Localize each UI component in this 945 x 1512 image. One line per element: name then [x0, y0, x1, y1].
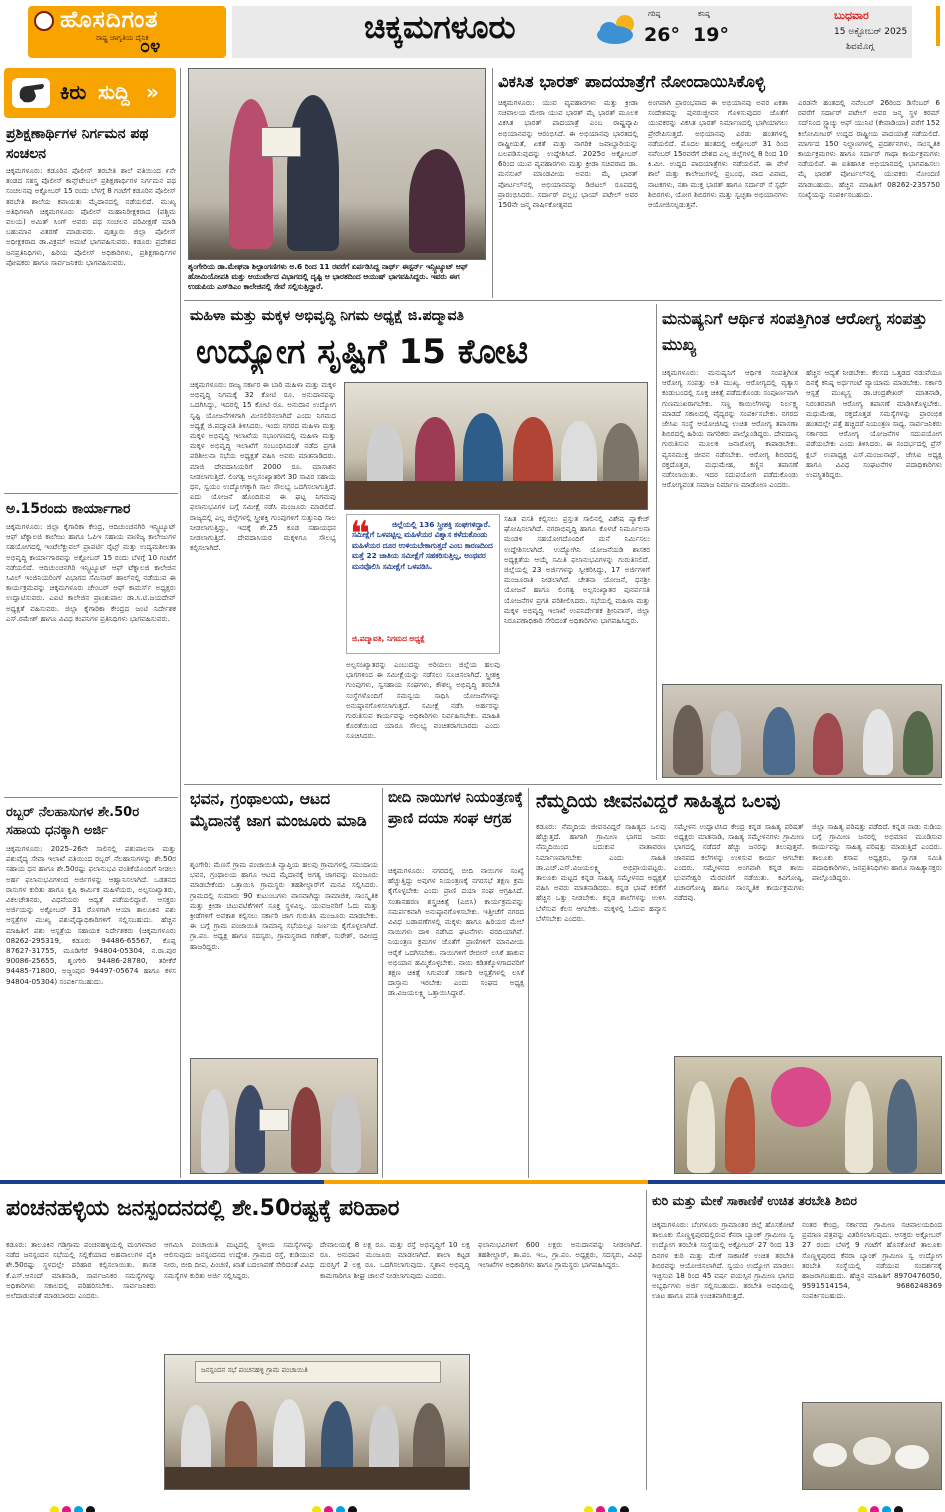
- district-title: ಚಿಕ್ಕಮಗಳೂರು: [364, 8, 516, 46]
- print-registration-marks: [312, 1500, 360, 1512]
- min-temp-label: ಕನಿಷ್ಠ: [698, 10, 710, 18]
- column-rule: [646, 1190, 647, 1490]
- divider: [4, 493, 178, 494]
- column-rule: [656, 304, 657, 780]
- panchanahalli-headline: ಪಂಚನಹಳ್ಳಿಯ ಜನಸ್ಪಂದನದಲ್ಲಿ ಶೇ.50ರಷ್ಟಕ್ಕೆ ಪರಿಹಾರ: [6, 1196, 400, 1221]
- weather-cloud-icon: [591, 12, 641, 46]
- sheep-photo: [802, 1402, 942, 1490]
- left-headline-3: ರಬ್ಬರ್ ನೆಲಹಾಸುಗಳ ಶೇ.50ರ ಸಹಾಯ ಧನಕ್ಕಾಗಿ ಅರ್ಜಿ: [6, 805, 140, 838]
- panchanahalli-col-1: ಕಡೂರು: ತಾಲೂಕಿನ ಗಡಿಗ್ರಾಮ ಪಂಚನಹಳ್ಳಿಯಲ್ಲಿ ಮಂಗಳವಾರ ನಡೆದ ಜನಸ್ಪಂದನ ಸಭೆಯಲ್ಲಿ ಸಲ್ಲಿಕೆಯಾದ ಅಹವಾಲುಗಳ ಪೈಕಿ ಶೇ.50ರಷ್ಟು ಸ್ಥಳದಲ್ಲೇ ಪರಿಹಾರ ಕಲ್ಪಿಸಲಾಯಿತು. ಶಾಸಕ ಕೆ.ಎಸ್.ಆನಂದ್ ಮಾತನಾಡಿ, ಸಾರ್ವಜನಿಕರ ಸಮಸ್ಯೆಗಳನ್ನು ಅಧಿಕಾರಿಗಳು ಸಕಾಲದಲ್ಲಿ ಪರಿಹರಿಸಬೇಕು. ಸಾರ್ವಜನಿಕರು ಅಲೆದಾಡುವಂತೆ ಮಾಡಬಾರದು ಎಂದರು.: [6, 1240, 156, 1301]
- vikasita-headline: ವಿಕಸಿತ ಭಾರತ್ ಪಾದಯಾತ್ರೆಗೆ ನೋಂದಾಯಿಸಿಕೊಳ್ಳಿ: [498, 72, 765, 91]
- brand-logo-icon: [34, 11, 54, 31]
- procession-photo: [674, 1056, 942, 1174]
- meeting-photo: [344, 382, 648, 510]
- issue-date: 15 ಅಕ್ಟೋಬರ್ 2025: [834, 27, 908, 37]
- arogya-headline: ಮನುಷ್ಯನಿಗೆ ಆರ್ಥಿಕ ಸಂಪತ್ತಿಗಿಂತ ಆರೋಗ್ಯ ಸಂಪತ್ತು ಮುಖ್ಯ: [662, 309, 928, 354]
- vikasita-col-1: ಚಿಕ್ಕಮಗಳೂರು: ಯುವ ವ್ಯವಹಾರಗಳು ಮತ್ತು ಕ್ರೀಡಾ ಸಚಿವಾಲಯ ಮೇರಾ ಯುವ ಭಾರತ್ ಮೈ ಭಾರತ್ ಮೂಲಕ ವಿಕಸಿತ ಭಾರತ್ ಪಾದಯಾತ್ರೆ ಎಂಬ ರಾಷ್ಟ್ರವ್ಯಾಪಿ ಅಭಿಯಾನವನ್ನು ಆರಂಭಿಸಿದೆ. ಈ ಅಭಿಯಾನವು ಭಾರತದಲ್ಲಿ ರಾಷ್ಟ್ರೀಯತೆ, ಏಕತೆ ಮತ್ತು ನಾಗರಿಕ ಜವಾಬ್ದಾರಿಯನ್ನು ಬಲಪಡಿಸುವುದನ್ನು ಉದ್ದೇಶಿಸಿದೆ. 2025ರ ಅಕ್ಟೋಬರ್ 6ರಿಂದ ಯುವ ವ್ಯವಹಾರಗಳು ಮತ್ತು ಕ್ರೀಡಾ ಸಚಿವರಾದ ಡಾ. ಮನಸುಖ್ ಮಾಂಡವೀಯ ಅವರು ಮೈ ಭಾರತ್ ಪೋರ್ಟಲ್‌ನಲ್ಲಿ ಅಭಿಯಾನವನ್ನು ಡಿಜಿಟಲ್ ರೂಪದಲ್ಲಿ ಪ್ರಾರಂಭಿಸಿದರು. ಸರ್ದಾರ್ ವಲ್ಲಭ ಭಾಯ್ ಪಟೇಲ್ ಅವರ 150ನೇ ಜನ್ಮ ವಾರ್ಷಿಕೋತ್ಸವದ: [498, 98, 638, 210]
- kuri-headline: ಕುರಿ ಮತ್ತು ಮೇಕೆ ಸಾಕಾಣಿಕೆ ಉಚಿತ ತರಬೇತಿ ಶಿಬಿರ: [652, 1193, 857, 1208]
- print-registration-marks: [858, 1500, 906, 1512]
- column-rule: [382, 788, 383, 1178]
- panchanahalli-col-4: ಫಲಾನುಭವಿಗಳಿಗೆ 600 ಲಕ್ಷರು ಅನುದಾನವನ್ನು ನೀಡಲಾಗಿದೆ. ತಹಶೀಲ್ದಾರ್, ತಾ.ಪಂ. ಇಒ, ಗ್ರಾ.ಪಂ. ಅಧ್ಯಕ್ಷರು, ಸದಸ್ಯರು, ವಿವಿಧ ಇಲಾಖೆಗಳ ಅಧಿಕಾರಿಗಳು ಹಾಗೂ ಗ್ರಾಮಸ್ಥರು ಭಾಗವಹಿಸಿದ್ದರು.: [478, 1240, 642, 1270]
- divider: [184, 784, 942, 785]
- banner-text: ಜನಸ್ಪಂದನ ಸಭೆ ಪಂಚನಹಳ್ಳಿ ಗ್ರಾಮ ಪಂಚಾಯಿತಿ: [201, 1366, 308, 1374]
- left-body-2: ಚಿಕ್ಕಮಗಳೂರು: ಜಿಲ್ಲಾ ಕೈಗಾರಿಕಾ ಕೇಂದ್ರ, ಆದಿಚುಂಚನಗಿರಿ ಇನ್ಸ್ಟಿಟ್ಯೂಟ್ ಆಫ್ ಟೆಕ್ನಾಲಜಿ ಕಾಲೇಜು ಹಾಗೂ ಓಪಿಇ ಸಹಾಯ ವಾಣಿಜ್ಯ ಕಾಲೇಜುಗಳ ಸಹಯೋಗದಲ್ಲಿ ಇಂಟೆಲೆಕ್ಚುವಲ್ ಪ್ರಾಪರ್ಟಿ ರೈಟ್ಸ್ ಮತ್ತು ಉದ್ಯಮಶೀಲತಾ ಅಭಿವೃದ್ಧಿ ಕಾರ್ಯಾಗಾರವನ್ನು ಅಕ್ಟೋಬರ್ 15 ರಂದು ಬೆಳಗ್ಗೆ 10 ಗಂಟೆಗೆ ನಡೆಯಲಿದೆ. ಆದಿಚುಂಚನಗಿರಿ ಇನ್ಸ್ಟಿಟ್ಯೂಟ್ ಆಫ್ ಟೆಕ್ನಾಲಜಿ ಕಾಲೇಜಿನ ಸಿವಿಲ್ ಇಂಜಿನಿಯರಿಂಗ್ ವಿಭಾಗದ ಸೆಮಿನಾರ್ ಹಾಲ್‌ನಲ್ಲಿ ನಡೆಯುವ ಈ ಕಾರ್ಯಕ್ರಮವನ್ನು ಚಿಕ್ಕಮಗಳೂರು ಚೇಂಬರ್ ಆಫ್ ಕಾಮರ್ಸ್ ಅಧ್ಯಕ್ಷರು ಉದ್ಘಾಟಿಸುವರು. ಎಐಟಿ ಕಾಲೇಜಿನ ಪ್ರಾಂಶುಪಾಲ ಡಾ.ಸಿ.ಟಿ.ಜಯದೇವ್ ಅಧ್ಯಕ್ಷತೆ ವಹಿಸುವರು. ಜಿಲ್ಲಾ ಕೈಗಾರಿಕಾ ಕೇಂದ್ರದ ಜಂಟಿ ನಿರ್ದೇಶಕ ಎಸ್.ರಮೇಶ್ ಹಾಗೂ ವಿವಿಧ ಕಂಪನಿಗಳ ಪ್ರತಿನಿಧಿಗಳು ಭಾಗವಹಿಸುವರು.: [6, 522, 176, 623]
- brand-name: ಹೊಸದಿಗಂತ: [60, 7, 159, 33]
- chevron-right-icon: »: [146, 80, 159, 104]
- janaspandana-photo: [164, 1354, 470, 1490]
- padmavati-col-3: ಸಹಿತ ವಸತಿ ಕಲ್ಪಿಸಲು ಪ್ರಸ್ತುತ ಸಾಲಿನಲ್ಲಿ ವಿಶೇಷ ಪ್ಯಾಕೇಜ್ ಘೋಷಿಸಲಾಗಿದೆ. ನಗರಾಭಿವೃದ್ಧಿ ಹಾಗೂ ಕೊಳಚೆ ನಿರ್ಮೂಲನಾ ಮಂಡಳಿ ಸಹಯೋಗದೊಂದಿಗೆ ಮನೆ ನಿರ್ಮಿಸಲು ಉದ್ದೇಶಿಸಲಾಗಿದೆ. ಉದ್ಯೋಗಿನಿ ಯೋಜನೆಯಡಿ ಶಾಸಕರ ಅಧ್ಯಕ್ಷತೆಯ ಆಯ್ಕೆ ಸಮಿತಿ ಫಲಾನುಭವಿಗಳನ್ನು ಗುರುತಿಸಲಿದೆ. ಜಿಲ್ಲೆಯಲ್ಲಿ 23 ಅರ್ಜಿಗಳನ್ನು ಸ್ವೀಕರಿಸಿದ್ದು, 17 ಅರ್ಜಿಗಳಿಗೆ ಮಂಜೂರಾತಿ ನೀಡಲಾಗಿದೆ. ಚೇತನಾ ಯೋಜನೆ, ಧನಶ್ರೀ ಯೋಜನೆ ಹಾಗೂ ಲಿಂಗತ್ವ ಅಲ್ಪಸಂಖ್ಯಾತರ ಪುನರ್ವಸತಿ ಯೋಜನೆಗಳ ಪ್ರಗತಿ ಪರಿಶೀಲಿಸಿದರು. ಸಭೆಯಲ್ಲಿ ಮಹಿಳಾ ಮತ್ತು ಮಕ್ಕಳ ಅಭಿವೃದ್ಧಿ ಇಲಾಖೆ ಉಪನಿರ್ದೇಶಕ ಶ್ರೀನಿವಾಸ್, ಜಿಲ್ಲಾ ನಿರೂಪಣಾಧಿಕಾರಿ ಸೇರಿದಂತೆ ಅಧಿಕಾರಿಗಳು ಭಾಗವಹಿಸಿದ್ದರು.: [504, 514, 650, 626]
- panchanahalli-col-2: ಆಗಮಿಸಿ ಪಂಚಾಯಿತಿ ಮಟ್ಟದಲ್ಲಿ ಸ್ಥಳೀಯ ಸಮಸ್ಯೆಗಳನ್ನು ಆಲಿಸುವುದು ಜನಸ್ಪಂದನದ ಉದ್ದೇಶ. ಗ್ರಾಮದ ರಸ್ತೆ, ಕುಡಿಯುವ ನೀರು, ಬೀದಿ ದೀಪ, ಪಿಂಚಣಿ, ಖಾತೆ ಬದಲಾವಣೆ ಸೇರಿದಂತೆ ವಿವಿಧ ಸಮಸ್ಯೆಗಳ ಕುರಿತು ಅರ್ಜಿ ಸಲ್ಲಿಸಿದ್ದರು.: [164, 1240, 314, 1280]
- arogya-col-2: ಹೆಚ್ಚಿನ ಆದ್ಯತೆ ನೀಡಬೇಕು. ಕೆಲಸದ ಒತ್ತಡದ ನಡುವೆಯೂ ದಿನಕ್ಕೆ ಕನಿಷ್ಠ ಅರ್ಧಗಂಟೆ ವ್ಯಾಯಾಮ ಮಾಡಬೇಕು. ಸರ್ಕಾರಿ ಆಸ್ಪತ್ರೆ ಮುಖ್ಯಸ್ಥ ಡಾ.ಚಂದ್ರಶೇಖರ್ ಮಾತನಾಡಿ, ನಿರಂತರವಾಗಿ ಆರೋಗ್ಯ ತಪಾಸಣೆ ಮಾಡಿಸಿಕೊಳ್ಳಬೇಕು. ಮಧುಮೇಹ, ರಕ್ತದೊತ್ತಡ ಸಮಸ್ಯೆಗಳನ್ನು ಪ್ರಾರಂಭಿಕ ಹಂತದಲ್ಲೇ ಪತ್ತೆ ಹಚ್ಚಿದರೆ ನಿಯಂತ್ರಣ ಸಾಧ್ಯ. ಸಾರ್ವಜನಿಕರು ಸರ್ಕಾರದ ಆರೋಗ್ಯ ಯೋಜನೆಗಳ ಸದುಪಯೋಗ ಪಡೆಯಬೇಕು ಎಂದು ತಿಳಿಸಿದರು. ಈ ಸಂದರ್ಭದಲ್ಲಿ ಪ್ರೆಸ್ ಕ್ಲಬ್ ಉಪಾಧ್ಯಕ್ಷ ಎಸ್.ಮಂಜುನಾಥ್, ಜೇಸಿಐ ಅಧ್ಯಕ್ಷ ಹಾಗೂ ವಿವಿಧ ಸಂಘಟನೆಗಳ ಪದಾಧಿಕಾರಿಗಳು ಉಪಸ್ಥಿತರಿದ್ದರು.: [806, 368, 942, 480]
- health-camp-photo: [662, 684, 942, 778]
- bhavana-headline: ಭವನ, ಗ್ರಂಥಾಲಯ, ಆಟದ ಮೈದಾನಕ್ಕೆ ಜಾಗ ಮಂಜೂರು ಮಾಡಿ: [190, 790, 367, 830]
- divider: [4, 797, 178, 798]
- sahitya-headline: ನೆಮ್ಮದಿಯ ಜೀವನವಿದ್ದರೆ ಸಾಹಿತ್ಯದ ಒಲವು: [536, 791, 781, 812]
- beedi-body: ಚಿಕ್ಕಮಗಳೂರು: ನಗರದಲ್ಲಿ ಬೀದಿ ನಾಯಿಗಳ ಸಂಖ್ಯೆ ಹೆಚ್ಚುತ್ತಿದ್ದು ಅವುಗಳ ನಿಯಂತ್ರಣಕ್ಕೆ ನಗರಸಭೆ ತಕ್ಷಣ ಕ್ರಮ ಕೈಗೊಳ್ಳಬೇಕು ಎಂದು ಪ್ರಾಣಿ ದಯಾ ಸಂಘ ಆಗ್ರಹಿಸಿದೆ. ಸಂತಾನಹರಣ ಶಸ್ತ್ರಚಿಕಿತ್ಸೆ (ಎಬಿಸಿ) ಕಾರ್ಯಕ್ರಮವನ್ನು ಸಮರ್ಪಕವಾಗಿ ಅನುಷ್ಠಾನಗೊಳಿಸಬೇಕು. ಇತ್ತೀಚೆಗೆ ನಗರದ ವಿವಿಧ ಬಡಾವಣೆಗಳಲ್ಲಿ ಮಕ್ಕಳು ಹಾಗೂ ಹಿರಿಯರ ಮೇಲೆ ನಾಯಿಗಳು ದಾಳಿ ನಡೆಸಿದ ಘಟನೆಗಳು ವರದಿಯಾಗಿವೆ. ನಿಯಂತ್ರಣ ಕ್ರಮಗಳ ಜೊತೆಗೆ ಪ್ರಾಣಿಗಳಿಗೆ ಮಾನವೀಯ ಆರೈಕೆ ಒದಗಿಸಬೇಕು. ನಾಯಿಗಳಿಗೆ ರೇಬೀಸ್ ಲಸಿಕೆ ಹಾಕುವ ಅಭಿಯಾನ ಹಮ್ಮಿಕೊಳ್ಳಬೇಕು. ನಾಯಿ ಕಡಿತಕ್ಕೊಳಗಾದವರಿಗೆ ತಕ್ಷಣ ಚಿಕಿತ್ಸೆ ಸಿಗುವಂತೆ ಸರ್ಕಾರಿ ಆಸ್ಪತ್ರೆಗಳಲ್ಲಿ ಲಸಿಕೆ ದಾಸ್ತಾನು ಇರಬೇಕು ಎಂದು ಸಂಘದ ಅಧ್ಯಕ್ಷ ಡಾ.ವಿಜಯಲಕ್ಷ್ಮಿ ಒತ್ತಾಯಿಸಿದ್ದಾರೆ.: [388, 866, 524, 998]
- arogya-col-1: ಚಿಕ್ಕಮಗಳೂರು: ಮನುಷ್ಯನಿಗೆ ಆರ್ಥಿಕ ಸಂಪತ್ತಿಗಿಂತ ಆರೋಗ್ಯ ಸಂಪತ್ತು ಅತಿ ಮುಖ್ಯ. ಆರೋಗ್ಯದಲ್ಲಿ ವ್ಯತ್ಯಾಸ ಕಂಡುಬಂದಲ್ಲಿ ಸೂಕ್ತ ಚಿಕಿತ್ಸೆ ಪಡೆದುಕೊಂಡು ಸಂಪೂರ್ಣವಾಗಿ ಗುಣಮುಖರಾಗಬೇಕು. ಸಣ್ಣ ಕಾಯಿಲೆಗಳನ್ನು ನಿರ್ಲಕ್ಷ್ಯ ಮಾಡದೆ ಸಕಾಲದಲ್ಲಿ ವೈದ್ಯರನ್ನು ಸಂಪರ್ಕಿಸಬೇಕು. ನಗರದ ಜೇಸಿಐ ಸಂಸ್ಥೆ ಆಯೋಜಿಸಿದ್ದ ಉಚಿತ ಆರೋಗ್ಯ ತಪಾಸಣಾ ಶಿಬಿರದಲ್ಲಿ ಹಿರಿಯ ನಾಗರಿಕರು ಪಾಲ್ಗೊಂಡಿದ್ದರು. ದೇವದಾನ್ಯ ಗುರುತಿಸುವ ಮೂಲಕ ಜನಾರೋಗ್ಯ ಕಾಪಾಡಬೇಕು. ವ್ಯಸನಮುಕ್ತ ಜೀವನ ನಡೆಸಬೇಕು. ಆರೋಗ್ಯ ಶಿಬಿರದಲ್ಲಿ ರಕ್ತದೊತ್ತಡ, ಮಧುಮೇಹ, ಕಣ್ಣಿನ ತಪಾಸಣೆ ನಡೆಸಲಾಯಿತು. ಇದರ ಸದುಪಯೋಗ ಪಡೆದುಕೊಂಡು ಆರೋಗ್ಯವಂತ ಸಮಾಜ ನಿರ್ಮಾಣ ಮಾಡೋಣ ಎಂದರು.: [662, 368, 798, 490]
- padmavati-col-2: ಅಲ್ಪಸಂಖ್ಯಾತರನ್ನು ಎಂಬುದನ್ನು ಅರಿಯಲು ಜಿಲ್ಲೆಯ ಹಲವು ಭಾಗಗಳಿಂದ ಈ ಸಮೀಕ್ಷೆಯನ್ನು ನಡೆಸಲು ಸೂಚಿಸಲಾಗಿದೆ. ಸ್ತ್ರೀಶಕ್ತಿ ಗುಂಪುಗಳು, ಸ್ವಸಹಾಯ ಸಂಘಗಳು, ಕೌಶಲ್ಯ ಅಭಿವೃದ್ಧಿ ತರಬೇತಿ ಸಂಸ್ಥೆಗಳೊಂದಿಗೆ ಸಮನ್ವಯ ಸಾಧಿಸಿ ಯೋಜನೆಗಳನ್ನು ಅನುಷ್ಠಾನಗೊಳಿಸಲಾಗುತ್ತದೆ. ಸಮೀಕ್ಷೆ ನಡೆಸಿ ಅರ್ಹರನ್ನು ಗುರುತಿಸುವ ಕಾರ್ಯವನ್ನು ಅಧಿಕಾರಿಗಳು ನಿರ್ವಹಿಸಬೇಕು. ಮಾಹಿತಿ ಕೊರತೆಯಿಂದ ಯಾರೂ ಸೌಲಭ್ಯ ವಂಚಿತರಾಗಬಾರದು ಎಂದು ಸೂಚಿಸಿದರು.: [346, 660, 500, 741]
- left-headline-2: ಅ.15ರಂದು ಕಾರ್ಯಾಗಾರ: [6, 501, 131, 517]
- divider: [184, 300, 942, 301]
- left-body-1: ಚಿಕ್ಕಮಗಳೂರು: ಕಡೂರಿನ ಪೊಲೀಸ್ ತರಬೇತಿ ಶಾಲೆ ವತಿಯಿಂದ ೯ನೇ ತಂಡದ ಸಶಸ್ತ್ರ ಪೊಲೀಸ್ ಕಾನ್ಸ್‌ಟೇಬಲ್ ಪ್ರಶಿಕ್ಷಣಾರ್ಥಿಗಳ ನಿರ್ಗಮನ ಪಥ ಸಂಚಲನವು ಅಕ್ಟೋಬರ್ 15 ರಂದು ಬೆಳಗ್ಗೆ 8 ಗಂಟೆಗೆ ಕಡೂರಿನ ಪೊಲೀಸ್ ತರಬೇತಿ ಶಾಲೆಯ ಕವಾಯತು ಮೈದಾನದಲ್ಲಿ ನಡೆಯಲಿದೆ. ಮುಖ್ಯ ಅತಿಥಿಗಳಾಗಿ ಚಿಕ್ಕಮಗಳೂರು ಪೊಲೀಸ್ ಮಹಾನಿರೀಕ್ಷಕರಾದ (ಪಶ್ಚಿಮ ವಲಯ) ಅಮಿತ್ ಸಿಂಗ್ ಅವರು ಪಥ ಸಂಚಲನ ಪರಿವೀಕ್ಷಣೆ ಮಾಡಿ ಬಹುಮಾನ ವಿತರಣೆ ಮಾಡುವರು. ಪುತ್ತೂರು ಜಿಲ್ಲಾ ಪೊಲೀಸ್ ಅಧೀಕ್ಷಕರಾದ ಡಾ.ವಿಕ್ರಮ್ ಅಮಟೆ ಭಾಗವಹಿಸುವರು. ಕಡೂರು ಪ್ರದೇಶದ ಜನಪ್ರತಿನಿಧಿಗಳು, ಹಿರಿಯ ಪೊಲೀಸ್ ಅಧಿಕಾರಿಗಳು, ಪ್ರಶಿಕ್ಷಣಾರ್ಥಿಗಳ ಪೋಷಕರು ಹಾಗೂ ಸಾರ್ವಜನಿಕರು ಭಾಗವಹಿಸುವರು.: [6, 166, 176, 267]
- sahitya-col-1: ಕಡೂರು: ನೆಮ್ಮದಿಯ ಜೀವನವಿದ್ದರೆ ಸಾಹಿತ್ಯದ ಒಲವು ಹೆಚ್ಚುತ್ತದೆ. ಹಾಗಾಗಿ ಗ್ರಾಮೀಣ ಭಾಗದ ಜನರು ನೆಮ್ಮದಿಯಿಂದ ಬದುಕುವ ವಾತಾವರಣ ನಿರ್ಮಾಣವಾಗಬೇಕು ಎಂದು ಸಾಹಿತಿ ಡಾ.ಎಚ್.ಎಸ್.ವಿಜಯಲಕ್ಷ್ಮಿ ಅಭಿಪ್ರಾಯಪಟ್ಟರು. ತಾಲೂಕು ಮಟ್ಟದ ಕನ್ನಡ ಸಾಹಿತ್ಯ ಸಮ್ಮೇಳನದ ಅಧ್ಯಕ್ಷತೆ ವಹಿಸಿ ಅವರು ಮಾತನಾಡಿದರು. ಕನ್ನಡ ಭಾಷೆ ಕಲಿಕೆಗೆ ಹೆಚ್ಚಿನ ಒತ್ತು ನೀಡಬೇಕು. ಕನ್ನಡ ಶಾಲೆಗಳನ್ನು ಉಳಿಸಿ ಬೆಳೆಸುವ ಕೆಲಸ ಆಗಬೇಕು. ಮಕ್ಕಳಲ್ಲಿ ಓದುವ ಹವ್ಯಾಸ ಬೆಳೆಸಬೇಕು ಎಂದರು.: [536, 822, 666, 923]
- left-body-3: ಚಿಕ್ಕಮಗಳೂರು: 2025–26ನೇ ಸಾಲಿನಲ್ಲಿ ಪಶುಪಾಲನಾ ಮತ್ತು ಪಶುವೈದ್ಯ ಸೇವಾ ಇಲಾಖೆ ವತಿಯಿಂದ ರಬ್ಬರ್ ನೆಲಹಾಸುಗಳನ್ನು ಶೇ.50ರ ಸಹಾಯ ಧನ ಹಾಗೂ ಶೇ.50ರಷ್ಟು ಫಲಾನುಭವಿ ವಂತಿಕೆಯೊಂದಿಗೆ ನೀಡಲು ಅರ್ಹ ಫಲಾನುಭವಿಗಳಿಂದ ಅರ್ಜಿಗಳನ್ನು ಆಹ್ವಾನಿಸಲಾಗಿದೆ. ಒಡತನದ ರಾಸುಗಳ ಕುರಿತು ಹಾಗೂ ಕೃಷಿ ಕಾರ್ಮಿಕ ಮಹಿಳೆಯರು, ಅಲ್ಪಸಂಖ್ಯಾತರು, ವಿಕಲಚೇತನರು, ವಿಧವೆಯರು ಆದ್ಯತೆ ಪಡೆಯಲಿದ್ದಾರೆ. ಆಸಕ್ತರು ಅರ್ಜಿಯನ್ನು ಅಕ್ಟೋಬರ್ 31 ರೊಳಗಾಗಿ ಆಯಾ ತಾಲೂಕಿನ ಪಶು ಆಸ್ಪತ್ರೆಗಳ ಮುಖ್ಯ ಪಶುವೈದ್ಯಾಧಿಕಾರಿಗಳಿಗೆ ಸಲ್ಲಿಸಬಹುದು. ಹೆಚ್ಚಿನ ಮಾಹಿತಿಗೆ ಪಶು ಆಸ್ಪತ್ರೆಯ ಸಹಾಯಕ ನಿರ್ದೇಶಕರು (ಚಿಕ್ಕಮಗಳೂರು 08262-295319, ಕಡೂರು 94486-65567, ಕೊಪ್ಪ 87627-31755, ಮೂಡಿಗೆರೆ 94804-05304, ನ.ರಾ.ಪುರ 90086-25655, ಶೃಂಗೇರಿ 94486-28780, ತರೀಕೆರೆ 94485-71800, ಅಜ್ಜಂಪುರ 94497-05674 ಹಾಗೂ ಕಳಸ 94804-05304) ಸಂಪರ್ಕಿಸಬಹುದು.: [6, 844, 176, 986]
- pull-quote-text: ಜಿಲ್ಲೆಯಲ್ಲಿ 136 ಸ್ತ್ರೀಶಕ್ತಿ ಸಂಘಗಳಿದ್ದಾರೆ. ಸಮೀಕ್ಷೆಗೆ ಒಳಪಟ್ಟಿಲ್ಲ ಮಹಿಳೆಯರ ವಿಶ್ವಾಸ ಕಳೆದುಕೊಂಡು ಮಹಿಳೆಯರ ದೂರ ಉಳಿಯಬೇಕಾಗುತ್ತದೆ ಎಂಬ ಕಾರಣದಿಂದ ಮತ್ತೆ 22 ಜಾತಿಯ ಸಮೀಕ್ಷೆಗೆ ಸಹಕರಿಸುತ್ತಿಲ್ಲ, ಅಂಥವರ ಮನವೊಲಿಸಿ ಸಮೀಕ್ಷೆಗೆ ಒಳಪಡಿಸಿ.: [352, 520, 493, 571]
- column-rule: [492, 68, 493, 298]
- padmavati-col-1: ಚಿಕ್ಕಮಗಳೂರು: ರಾಜ್ಯ ಸರ್ಕಾರ ಈ ಬಾರಿ ಮಹಿಳಾ ಮತ್ತು ಮಕ್ಕಳ ಅಭಿವೃದ್ಧಿ ನಿಗಮಕ್ಕೆ 32 ಕೋಟಿ ರೂ. ಅನುದಾನವನ್ನು ಒದಗಿಸಿದ್ದು, ಇದರಲ್ಲಿ 15 ಕೋಟಿ ರೂ. ಅನುದಾನ ಉದ್ಯೋಗ ಸೃಷ್ಟಿ ಯೋಜನೆಗಳಿಗಾಗಿ ಮೀಸಲಿರಿಸಲಾಗಿದೆ ಎಂದು ನಿಗಮದ ಅಧ್ಯಕ್ಷೆ ಜಿ.ಪದ್ಮಾವತಿ ತಿಳಿಸಿದರು. ಇಂದು ನಗರದ ಮಹಿಳಾ ಮತ್ತು ಮಕ್ಕಳ ಅಭಿವೃದ್ಧಿ ಇಲಾಖೆಯ ಸಭಾಂಗಣದಲ್ಲಿ ಮಹಿಳಾ ಮತ್ತು ಮಕ್ಕಳ ಅಭಿವೃದ್ಧಿ ಇಲಾಖೆಗೆ ಸಂಬಂಧಿಸಿದಂತೆ ನಡೆದ ಪ್ರಗತಿ ಪರಿಶೀಲನಾ ಸಭೆಯ ಅಧ್ಯಕ್ಷತೆ ವಹಿಸಿ ಅವರು ಮಾತನಾಡಿದರು. ಮಾಜಿ ದೇವದಾಸಿಯರಿಗೆ 2000 ರೂ. ಮಾಸಾಶನ ನೀಡಲಾಗುತ್ತಿದೆ. ಲಿಂಗತ್ವ ಅಲ್ಪಸಂಖ್ಯಾತರಿಗೆ 30 ಸಾವಿರ ಸಹಾಯ ಧನ, ಸ್ವಯಂ ಉದ್ಯೋಗಕ್ಕಾಗಿ ಸಾಲ ಸೌಲಭ್ಯ ಒದಗಿಸಲಾಗುತ್ತಿದೆ. ಐದು ಯೋಜನೆ ಹೊಂದಿರುವ ಈ ಘಟ್ಟ ನಿಗಮವು ಫಲಾನುಭವಿಗಳ ಬಗ್ಗೆ ಸಮೀಕ್ಷೆ ನಡೆಸಿ ಮಂಜೂರು ಮಾಡಲಿದೆ. ರಾಜ್ಯದಲ್ಲಿ ಎಲ್ಲ ಜಿಲ್ಲೆಗಳಲ್ಲಿ ಸ್ತ್ರೀಶಕ್ತಿ ಗುಂಪುಗಳಿಗೆ ಸುತ್ತುನಿಧಿ ಸಾಲ ನೀಡಲಾಗುತ್ತಿದ್ದು, ಇದಕ್ಕೆ ಶೇ.25 ಕೂಡ ಸಹಾಯಧನ ನೀಡಲಾಗುತ್ತಿದೆ. ದೇವದಾಸಿಯರ ಮಕ್ಕಳಿಗೂ ಸೌಲಭ್ಯ ಕಲ್ಪಿಸಲಾಗಿದೆ.: [190, 380, 336, 553]
- max-temp: 26°: [644, 24, 680, 46]
- sahitya-col-3: ಜಿಲ್ಲಾ ಸಾಹಿತ್ಯ ಪರಿಷತ್ತು ಪಡೆದಿದೆ. ಕನ್ನಡ ನಾಡು ನುಡಿಯ ಬಗ್ಗೆ ಗ್ರಾಮೀಣ ಜನರಲ್ಲಿ ಅಭಿಮಾನ ಮೂಡಿಸುವ ಕಾರ್ಯವನ್ನು ಸಾಹಿತ್ಯ ಪರಿಷತ್ತು ಮಾಡುತ್ತಿದೆ ಎಂದರು. ತಾಲೂಕು ಕಸಾಪ ಅಧ್ಯಕ್ಷರು, ಸ್ವಾಗತ ಸಮಿತಿ ಪದಾಧಿಕಾರಿಗಳು, ಜನಪ್ರತಿನಿಧಿಗಳು ಹಾಗೂ ಸಾಹಿತ್ಯಾಸಕ್ತರು ಪಾಲ್ಗೊಂಡಿದ್ದರು.: [812, 822, 942, 883]
- issue-day: ಬುಧವಾರ: [834, 9, 869, 22]
- quote-mark-icon: ❝: [350, 514, 370, 554]
- section-color-bar: [0, 1180, 945, 1184]
- masthead-side-bar: [936, 6, 940, 46]
- left-headline-1: ಪ್ರಶಿಕ್ಷಣಾರ್ಥಿಗಳ ನಿರ್ಗಮನ ಪಥ ಸಂಚಲನ: [6, 126, 149, 162]
- panchanahalli-col-3: ದೇವಾಲಯಕ್ಕೆ 8 ಲಕ್ಷ ರೂ. ಮತ್ತು ರಸ್ತೆ ಅಭಿವೃದ್ಧಿಗೆ 10 ಲಕ್ಷ ರೂ. ಅನುದಾನ ಮಂಜೂರು ಮಾಡಲಾಗಿದೆ. ಶಾಲಾ ಕಟ್ಟಡ ದುರಸ್ತಿಗೆ 2 ಲಕ್ಷ ರೂ. ಒದಗಿಸಲಾಗುವುದು. ಸ್ಮಶಾನ ಅಭಿವೃದ್ಧಿ ಕಾಮಗಾರಿಗೂ ಶೀಘ್ರ ಚಾಲನೆ ನೀಡಲಾಗುವುದು ಎಂದರು.: [320, 1240, 470, 1280]
- kuri-col-2: ನಂತರ ಕೇಂದ್ರ, ಸರ್ಕಾರದ ಗ್ರಾಮೀಣ ಸಚಿವಾಲಯದಿಂದ ಪ್ರಮಾಣ ಪತ್ರವನ್ನು ವಿತರಿಸಲಾಗುವುದು. ಆಸಕ್ತರು ಅಕ್ಟೋಬರ್ 27 ರಂದು ಬೆಳಗ್ಗೆ 9 ಗಂಟೆಗೆ ಹೊಸಕೋಟೆ ತಾಲೂಕು ಸೊಣ್ಣಳ್ಳಿಪುರದ ಕೆನರಾ ಬ್ಯಾಂಕ್ ಗ್ರಾಮೀಣ ಸ್ವ ಉದ್ಯೋಗ ತರಬೇತಿ ಸಂಸ್ಥೆಯಲ್ಲಿ ನಡೆಯುವ ಸಂದರ್ಶನಕ್ಕೆ ಹಾಜರಾಗಬಹುದು. ಹೆಚ್ಚಿನ ಮಾಹಿತಿಗೆ 8970476050, 9591514154, 9686248369 ಸಂಪರ್ಕಿಸಬಹುದು.: [802, 1220, 942, 1301]
- brand-tagline: ರಾಷ್ಟ್ರ ಜಾಗೃತಿಯ ದೈನಿಕ: [96, 34, 149, 42]
- column-rule: [180, 68, 181, 1178]
- print-registration-marks: [50, 1500, 98, 1512]
- masthead: [0, 0, 945, 62]
- pointing-hand-icon: [8, 72, 54, 114]
- memorandum-photo: [190, 1058, 378, 1174]
- award-photo-caption: ಶೃಂಗೇರಿಯ ಡಾ.ಮೇಘನಾ ಶಿಲ್ಪಾಂಗಣಿಗಳು ಅ.6 ರಿಂದ 11 ರವರೆಗೆ ಏರ್ಪಡಿಸಿದ್ದ ನಾರ್ಥ್ ಈಸ್ಟರ್ನ್ ಇನ್ಸ್ಟಿಟ್ಯೂಟ್ ಆಫ್ ಹೋಮಿಯೋಪತಿ ಮತ್ತು ಆಯುರ್ವೇದ ವಿಭಾಗದಲ್ಲಿ ದೃಷ್ಟಿ ಆ ಭಾರತದಿಂದ ಆಯುಷ್ ಭಾಗವಹಿಸಿದ್ದರು. ಇವರು ಈಗ ಉಡುಪಿಯ ಎಸ್‌ಡಿಎಂ ಕಾಲೇಜಿನಲ್ಲಿ ಸೇವೆ ಸಲ್ಲಿಸುತ್ತಿದ್ದಾರೆ.: [188, 262, 468, 291]
- kiru-label: ಕಿರು: [60, 80, 87, 104]
- district-band: [232, 6, 912, 58]
- kuri-col-1: ಚಿಕ್ಕಮಗಳೂರು: ಬೆಂಗಳೂರು ಗ್ರಾಮಾಂತರ ಜಿಲ್ಲೆ ಹೊಸಕೋಟೆ ತಾಲೂಕು ಸೊಣ್ಣಳ್ಳಿಪುರದಲ್ಲಿರುವ ಕೆನರಾ ಬ್ಯಾಂಕ್ ಗ್ರಾಮೀಣ ಸ್ವ ಉದ್ಯೋಗ ತರಬೇತಿ ಸಂಸ್ಥೆಯಲ್ಲಿ ಅಕ್ಟೋಬರ್ 27 ರಿಂದ 13 ದಿನಗಳ ಕುರಿ ಮತ್ತು ಮೇಕೆ ಸಾಕಾಣಿಕೆ ಉಚಿತ ತರಬೇತಿ ಶಿಬಿರವನ್ನು ಆಯೋಜಿಸಲಾಗಿದೆ. ಸ್ವಯಂ ಉದ್ಯೋಗ ಮಾಡಲು ಇಚ್ಛಿಸುವ 18 ರಿಂದ 45 ವರ್ಷ ವಯಸ್ಸಿನ ಗ್ರಾಮೀಣ ಭಾಗದ ಅಭ್ಯರ್ಥಿಗಳು ಅರ್ಜಿ ಸಲ್ಲಿಸಬಹುದು. ತರಬೇತಿ ಅವಧಿಯಲ್ಲಿ ಊಟ ಹಾಗೂ ವಸತಿ ಉಚಿತವಾಗಿರುತ್ತದೆ.: [652, 1220, 794, 1301]
- pull-quote-attribution: ಜಿ.ಪದ್ಮಾವತಿ, ನಿಗಮದ ಅಧ್ಯಕ್ಷೆ: [352, 634, 425, 643]
- sahitya-col-2: ಸಮ್ಮೇಳನ ಉದ್ಘಾಟಿಸಿದ ಕೇಂದ್ರ ಕನ್ನಡ ಸಾಹಿತ್ಯ ಪರಿಷತ್ ಅಧ್ಯಕ್ಷರು ಮಾತನಾಡಿ, ಸಾಹಿತ್ಯ ಸಮ್ಮೇಳನಗಳು ಗ್ರಾಮೀಣ ಭಾಗದಲ್ಲಿ ನಡೆದರೆ ಹೆಚ್ಚು ಜನರನ್ನು ತಲುಪುತ್ತವೆ. ಜಾನಪದ ಕಲೆಗಳನ್ನು ಉಳಿಸುವ ಕಾರ್ಯ ಆಗಬೇಕು ಎಂದರು. ಸಮ್ಮೇಳನದ ಅಂಗವಾಗಿ ಕನ್ನಡ ತಾಯಿ ಭುವನೇಶ್ವರಿ ಮೆರವಣಿಗೆ ನಡೆಯಿತು. ಕವಿಗೋಷ್ಠಿ, ವಿಚಾರಗೋಷ್ಠಿ ಹಾಗೂ ಸಾಂಸ್ಕೃತಿಕ ಕಾರ್ಯಕ್ರಮಗಳು ನಡೆದವು.: [674, 822, 804, 903]
- min-temp: 19°: [693, 24, 729, 46]
- vikasita-col-2: ಅಂಗವಾಗಿ ಪ್ರಾರಂಭವಾದ ಈ ಅಭಿಯಾನವು ಅವರ ಏಕತಾ ಸಂದೇಶವನ್ನು ಪುನರುಜ್ಜೀವನ ಗೊಳಿಸುವುದರ ಜೊತೆಗೆ ಯುವಕರನ್ನು ವಿಕಸಿತ ಭಾರತ್ ನಿರ್ಮಾಣದಲ್ಲಿ ಭಾಗಿಯಾಗಲು ಪ್ರೇರೇಪಿಸುತ್ತದೆ. ಅಭಿಯಾನವು ಎರಡು ಹಂತಗಳಲ್ಲಿ ನಡೆಯಲಿದೆ. ಮೊದಲ ಹಂತದಲ್ಲಿ ಅಕ್ಟೋಬರ್ 31 ರಿಂದ ನವೆಂಬರ್ 15ರವರೆಗೆ ದೇಶದ ಎಲ್ಲ ಜಿಲ್ಲೆಗಳಲ್ಲಿ 8 ರಿಂದ 10 ಕಿ.ಮೀ. ಉದ್ದದ ಪಾದಯಾತ್ರೆಗಳು ನಡೆಯಲಿವೆ. ಈ ವೇಳೆ ಶಾಲೆ ಮತ್ತು ಕಾಲೇಜುಗಳಲ್ಲಿ ಪ್ರಬಂಧ, ವಾದ ವಿವಾದ, ನಾಟಕಗಳು, ನಶಾ ಮುಕ್ತ ಭಾರತ್ ಹಾಗೂ ಸರ್ದಾರ್ ಸೆ ಸ್ಪರ್ಧೆ ಶಿಬಿರಗಳು, ಯೋಗ ಶಿಬಿರಗಳು ಮತ್ತು ಸ್ವಚ್ಛತಾ ಅಭಿಯಾನಗಳು ಆಯೋಜಿಸಲ್ಪಡುತ್ತವೆ.: [648, 98, 788, 210]
- suddi-label: ಸುದ್ದಿ: [98, 80, 130, 104]
- padmavati-headline: ಉದ್ಯೋಗ ಸೃಷ್ಟಿಗೆ 15 ಕೋಟಿ: [196, 332, 529, 372]
- max-temp-label: ಗರಿಷ್ಠ: [648, 10, 661, 18]
- page-number: ೦೪: [140, 36, 161, 57]
- print-registration-marks: [584, 1500, 632, 1512]
- beedi-headline: ಬೀದಿ ನಾಯಿಗಳ ನಿಯಂತ್ರಣಕ್ಕೆ ಪ್ರಾಣಿ ದಯಾ ಸಂಘ ಆಗ್ರಹ: [388, 790, 523, 827]
- column-rule: [528, 788, 529, 1178]
- edition-name: ಶಿವಮೊಗ್ಗ: [846, 42, 874, 52]
- vikasita-col-3: ಎರಡನೇ ಹಂತದಲ್ಲಿ ನವೆಂಬರ್ 26ರಿಂದ ಡಿಸೆಂಬರ್ 6 ರವರೆಗೆ ಸರ್ದಾರ್ ಪಟೇಲ್ ಅವರ ಜನ್ಮ ಸ್ಥಳ ಕರಮ್ ಸದ್‌ನಿಂದ ಸ್ಟ್ಯಾಚ್ಯು ಆಫ್ ಯುನಿಟಿ (ಕೇವಾಡಿಯಾ) ವರೆಗೆ 152 ಕಿಲೋಮೀಟರ್ ಉದ್ದದ ರಾಷ್ಟ್ರೀಯ ಪಾದಯಾತ್ರೆ ನಡೆಯಲಿದೆ. ಮಾರ್ಗದ 150 ನಿಲ್ದಾಣಗಳಲ್ಲಿ ಪ್ರದರ್ಶನಗಳು, ಸಾಂಸ್ಕೃತಿಕ ಕಾರ್ಯಕ್ರಮಗಳು ಹಾಗೂ ಸರ್ದಾರ್ ಗಾಥಾ ಕಾರ್ಯಕ್ರಮಗಳು ನಡೆಯಲಿವೆ. ಈ ಐತಿಹಾಸಿಕ ಅಭಿಯಾನದಲ್ಲಿ ಭಾಗವಹಿಸಲು ಮೈ ಭಾರತ್ ಪೋರ್ಟಲ್‌ನಲ್ಲಿ ಯುವಕರು ನೋಂದಣಿ ಮಾಡಬಹುದು. ಹೆಚ್ಚಿನ ಮಾಹಿತಿಗೆ 08262-235750 ಸಂಖ್ಯೆಯನ್ನು ಸಂಪರ್ಕಿಸಬಹುದು.: [798, 98, 940, 199]
- award-photo: [188, 68, 486, 260]
- bhavana-body: ಶೃಂಗೇರಿ: ಮೆಣಸೆ ಗ್ರಾಮ ಪಂಚಾಯಿತಿ ವ್ಯಾಪ್ತಿಯ ಹಲವು ಗ್ರಾಮಗಳಲ್ಲಿ ಸಮುದಾಯ ಭವನ, ಗ್ರಂಥಾಲಯ ಹಾಗೂ ಆಟದ ಮೈದಾನಕ್ಕೆ ಅಗತ್ಯ ಜಾಗವನ್ನು ಮಂಜೂರು ಮಾಡಬೇಕೆಂದು ಒತ್ತಾಯಿಸಿ ಗ್ರಾಮಸ್ಥರು ತಹಶೀಲ್ದಾರ್‌ಗೆ ಮನವಿ ಸಲ್ಲಿಸಿದರು. ಗ್ರಾಮದಲ್ಲಿ ಸುಮಾರು 90 ಕುಟುಂಬಗಳು ವಾಸವಾಗಿದ್ದು ಸಾಮಾಜಿಕ, ಸಾಂಸ್ಕೃತಿಕ ಮತ್ತು ಕ್ರೀಡಾ ಚಟುವಟಿಕೆಗಳಿಗೆ ಸೂಕ್ತ ಸ್ಥಳವಿಲ್ಲ. ಯುವಜನರಿಗೆ ಓದು ಮತ್ತು ಕ್ರೀಡೆಗಳಿಗೆ ಅವಕಾಶ ಕಲ್ಪಿಸಲು ಸರ್ಕಾರಿ ಜಾಗ ಗುರುತಿಸಿ ಮಂಜೂರು ಮಾಡಬೇಕು. ಈ ಬಗ್ಗೆ ಗ್ರಾಮ ಪಂಚಾಯಿತಿ ಸಾಮಾನ್ಯ ಸಭೆಯಲ್ಲೂ ನಿರ್ಣಯ ಕೈಗೊಳ್ಳಲಾಗಿದೆ. ಗ್ರಾ.ಪಂ. ಅಧ್ಯಕ್ಷ ಹಾಗೂ ಸದಸ್ಯರು, ಗ್ರಾಮಸ್ಥರಾದ ಗಣೇಶ್, ಸುರೇಶ್, ರವೀಂದ್ರ ಹಾಜರಿದ್ದರು.: [190, 860, 378, 951]
- padmavati-kicker: ಮಹಿಳಾ ಮತ್ತು ಮಕ್ಕಳ ಅಭಿವೃದ್ಧಿ ನಿಗಮ ಅಧ್ಯಕ್ಷೆ ಜಿ.ಪದ್ಮಾವತಿ: [190, 308, 464, 324]
